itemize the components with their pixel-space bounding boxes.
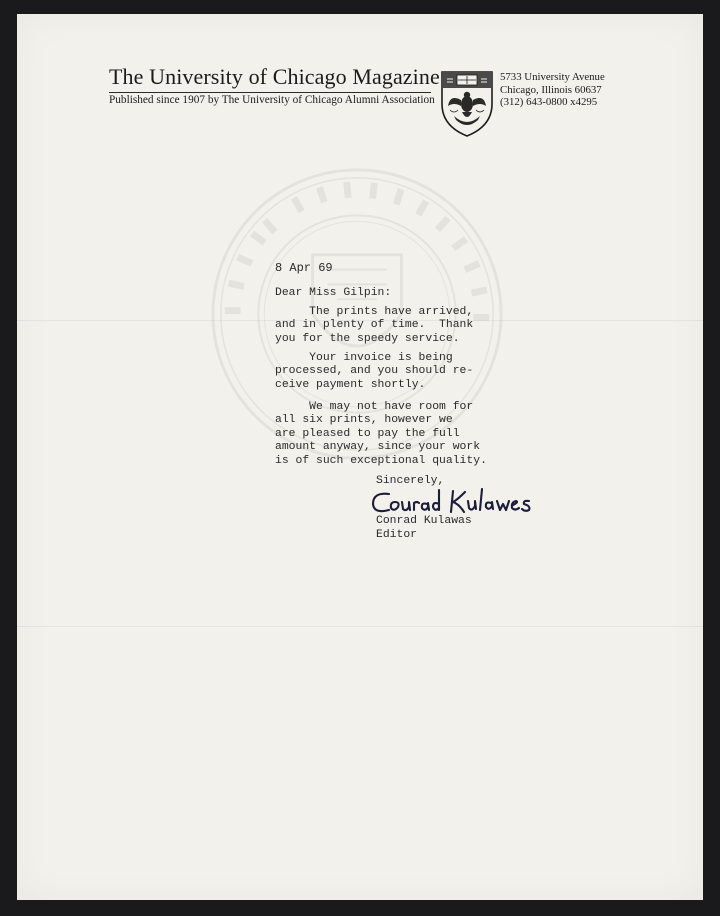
masthead-subtitle: Published since 1907 by The University of Chicago Alumni Association	[109, 94, 435, 106]
letter-paragraph-1: The prints have arrived, and in plenty of time. Thank you for the speedy service.	[275, 306, 474, 345]
university-crest-icon	[440, 70, 494, 138]
letter-date: 8 Apr 69	[275, 261, 333, 275]
letterhead-address	[500, 71, 605, 109]
masthead-title: The University of Chicago Magazine	[109, 64, 440, 89]
letter-page	[17, 14, 703, 900]
letter-closing: Sincerely,	[376, 475, 445, 487]
masthead-rule	[109, 92, 431, 93]
address-city: Chicago, Illinois 60637	[500, 83, 602, 96]
address-street: 5733 University Avenue	[500, 71, 605, 83]
signer-title: Editor	[376, 529, 418, 541]
paper-fold-lower	[17, 626, 703, 627]
signer-name: Conrad Kulawas	[376, 515, 472, 527]
address-phone: (312) 643-0800 x4295	[500, 96, 598, 108]
letter-paragraph-2: Your invoice is being processed, and you should re- ceive payment shortly.	[275, 352, 474, 391]
letter-paragraph-3: We may not have room for all six prints, however we are pleased to pay the full amount anyway, since your work is of such exceptional quality.	[275, 401, 487, 467]
letter-salutation: Dear Miss Gilpin:	[275, 287, 392, 299]
handwritten-signature	[369, 486, 549, 518]
